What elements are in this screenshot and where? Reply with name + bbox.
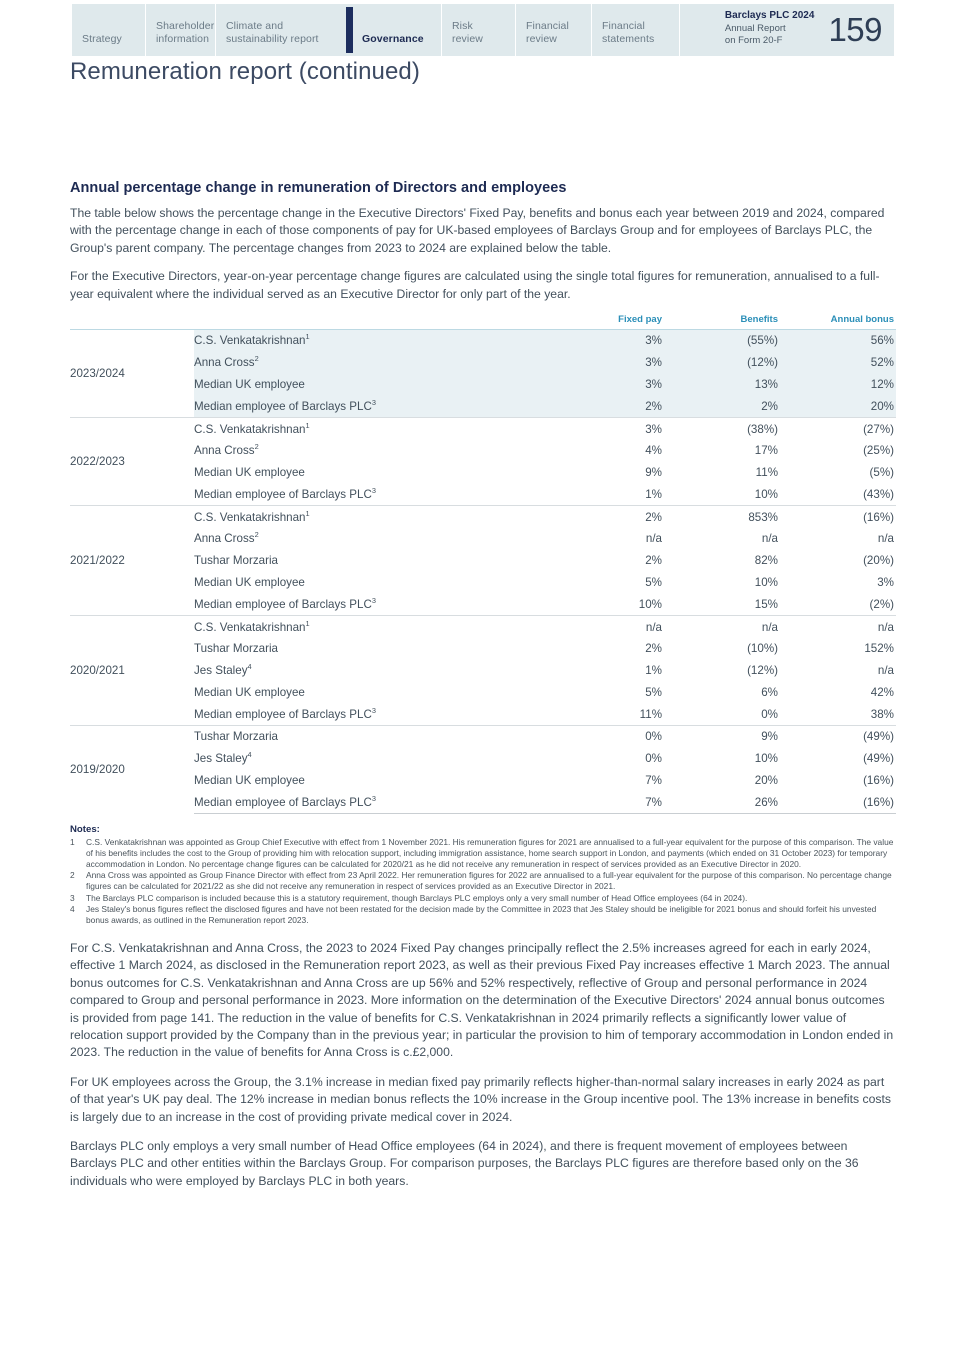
- column-header-annual-bonus: Annual bonus: [780, 314, 896, 330]
- table-row: [70, 638, 896, 660]
- row-label: Median UK employee: [194, 774, 305, 788]
- cell-annual-bonus: (5%): [869, 466, 894, 480]
- row-label: Median UK employee: [194, 685, 305, 699]
- table-row: [70, 593, 896, 615]
- cell-annual-bonus: (49%): [863, 752, 894, 766]
- row-label: Tushar Morzaria: [194, 642, 278, 656]
- row-label: Anna Cross$^2$: [194, 352, 548, 374]
- main-content: [70, 180, 896, 1202]
- nav-tab-financial-review-line1: Financial: [526, 20, 569, 32]
- column-header-fixed-pay: Fixed pay: [548, 314, 664, 330]
- table-row: [70, 440, 896, 462]
- row-label: Median UK employee: [194, 466, 305, 480]
- nav-tab-climate-line1: Climate and: [226, 20, 284, 32]
- notes-title: Notes:: [70, 824, 100, 836]
- cell-fixed-pay: 0%: [548, 726, 664, 748]
- table-row: [70, 682, 896, 704]
- cell-annual-bonus: (20%): [863, 554, 894, 568]
- cell-benefits: 13%: [664, 374, 780, 396]
- footnote-marker: 4: [247, 662, 252, 672]
- column-header-period: [70, 314, 194, 330]
- commentary-block: [70, 940, 896, 1190]
- cell-annual-bonus: (16%): [780, 506, 896, 528]
- table-row: [70, 770, 896, 792]
- table-row: [70, 395, 896, 417]
- cell-fixed-pay: 5%: [645, 685, 662, 699]
- cell-annual-bonus: 20%: [780, 395, 896, 417]
- table-row: [70, 484, 896, 506]
- footnote-marker: 1: [305, 508, 310, 518]
- nav-tab-financial-statements[interactable]: [592, 4, 680, 56]
- cell-benefits: 10%: [754, 487, 778, 501]
- cell-benefits: 17%: [754, 444, 778, 458]
- cell-benefits: 15%: [754, 597, 778, 611]
- cell-annual-bonus: 152%: [864, 642, 894, 656]
- nav-tab-climate-and-sustainability-report[interactable]: [216, 4, 346, 56]
- cell-fixed-pay: 5%: [645, 576, 662, 590]
- row-label: Anna Cross$^2$: [194, 530, 259, 546]
- cell-benefits: (55%): [664, 330, 780, 352]
- cell-benefits: n/a: [664, 616, 780, 638]
- row-label: Tushar Morzaria: [194, 554, 278, 568]
- cell-benefits: 0%: [761, 707, 778, 721]
- page-title: Remuneration report (continued): [70, 58, 420, 85]
- row-label: C.S. Venkatakrishnan$^1$: [194, 330, 548, 352]
- commentary-paragraph-3: Barclays PLC only employs a very small number of Head Office employees (64 in 2024), and there is frequent movement of employees between Barclays PLC and other entities within the Barclays Group. For comparison purposes, the Barclays PLC figures are therefore based only on the 36 individuals who were employed by Barclays PLC in both years.: [70, 1139, 859, 1188]
- cell-benefits: 10%: [754, 752, 778, 766]
- table-header-row: [70, 314, 896, 330]
- cell-fixed-pay: 2%: [548, 506, 664, 528]
- period-label: 2022/2023: [70, 418, 194, 506]
- nav-tab-shareholder-line2: information: [156, 33, 210, 45]
- cell-annual-bonus: (49%): [780, 726, 896, 748]
- footnote-marker: 2: [254, 442, 259, 452]
- page-number: 159: [828, 10, 882, 48]
- intro-paragraph-2: For the Executive Directors, year-on-year percentage change figures are calculated using the single total figures for remuneration, annualised to a full-year equivalent where the individual served as an Executive Director for only part of the year.: [70, 269, 880, 301]
- cell-benefits: 11%: [755, 466, 778, 480]
- table-row: [70, 572, 896, 594]
- table-row: [70, 616, 896, 638]
- nav-tab-governance[interactable]: [346, 4, 442, 56]
- row-label: C.S. Venkatakrishnan$^1$: [194, 418, 548, 440]
- cell-benefits: (38%): [664, 418, 780, 440]
- cell-annual-bonus: 12%: [780, 374, 896, 396]
- row-label: Median employee of Barclays PLC$^3$: [194, 791, 548, 813]
- row-label: Median UK employee: [194, 576, 305, 590]
- cell-fixed-pay: 10%: [638, 597, 662, 611]
- cell-fixed-pay: 11%: [639, 707, 662, 721]
- note-text: C.S. Venkatakrishnan was appointed as Group Chief Executive with effect from 1 November 2021. His remuneration figures for 2021 are annualised to a full-year equivalent for the purpose of this comparison. The value of his benefits includes the cost to the Group of providing him with relocation support, including immigration assistance, home search support in London, and payments (which ended on 31 October 2023) for temporary accommodation in London. No percentage change figures can be calculated for 2020/21 as he did not receive any remuneration in respect of services provided as an Executive Director in 2020.: [86, 837, 894, 870]
- note-item: [70, 893, 896, 904]
- cell-fixed-pay: 3%: [548, 418, 664, 440]
- notes-block: [70, 824, 896, 926]
- cell-benefits: (12%): [747, 664, 778, 678]
- nav-tab-risk-line1: Risk: [452, 20, 473, 32]
- cell-annual-bonus: (2%): [869, 597, 894, 611]
- note-number: 2: [70, 870, 75, 881]
- cell-annual-bonus: 3%: [877, 576, 894, 590]
- table-body: [70, 330, 896, 814]
- table-row: [70, 506, 896, 528]
- row-label: Median employee of Barclays PLC$^3$: [194, 705, 376, 721]
- document-meta-lines: [725, 10, 815, 50]
- footnote-marker: 3: [371, 595, 376, 605]
- table-row: [70, 330, 896, 352]
- row-label: Jes Staley$^4$: [194, 750, 252, 766]
- cell-fixed-pay: 1%: [645, 487, 662, 501]
- footnote-marker: 3: [371, 397, 376, 407]
- row-label: Jes Staley$^4$: [194, 662, 252, 678]
- cell-fixed-pay: 3%: [548, 330, 664, 352]
- note-number: 4: [70, 904, 75, 915]
- nav-tab-climate-line2: sustainability report: [226, 33, 319, 45]
- nav-tab-financial-statements-line2: statements: [602, 33, 655, 45]
- cell-fixed-pay: n/a: [548, 616, 664, 638]
- section-heading: Annual percentage change in remuneration of Directors and employees: [70, 180, 567, 196]
- cell-fixed-pay: 0%: [645, 752, 662, 766]
- cell-annual-bonus: n/a: [877, 664, 894, 678]
- cell-annual-bonus: (27%): [780, 418, 896, 440]
- footnote-marker: 1: [305, 332, 310, 342]
- cell-annual-bonus: 42%: [870, 685, 894, 699]
- row-label: Median employee of Barclays PLC$^3$: [194, 486, 376, 501]
- table-row: [70, 528, 896, 550]
- row-label: Tushar Morzaria: [194, 726, 548, 748]
- cell-annual-bonus: (16%): [780, 791, 896, 813]
- period-label: 2020/2021: [70, 616, 194, 726]
- footnote-marker: 1: [305, 618, 310, 628]
- header-document-meta: [680, 4, 894, 56]
- cell-benefits: 2%: [664, 395, 780, 417]
- document-meta-line3: on Form 20-F: [724, 35, 783, 47]
- row-label: Anna Cross$^2$: [194, 442, 259, 458]
- remuneration-change-table: [70, 314, 896, 814]
- column-header-name: [194, 314, 548, 330]
- commentary-paragraph-1: For C.S. Venkatakrishnan and Anna Cross, the 2023 to 2024 Fixed Pay changes principally reflect the 2.5% increases agreed for each in early 2024, effective 1 March 2024, as disclosed in the Remuneration report 2023, as well as their previous Fixed Pay increases effective 1 March 2023. The annual bonus outcomes for C.S. Venkatakrishnan and Anna Cross are up 56% and 52% respectively, reflective of Group and personal performance in 2024 compared to Group and personal performance in 2023. More information on the determination of the Executive Directors' 2024 annual bonus outcomes is provided from page 141. The reduction in the value of benefits for C.S. Venkatakrishnan in 2024 primarily reflects a significantly lower value of relocation support provided by the Company than in the previous year; in particular the provision to him of temporary accommodation in London ended in 2023. The reduction in the value of benefits for Anna Cross is c.£2,000.: [70, 940, 894, 1060]
- column-header-benefits: Benefits: [664, 314, 780, 330]
- note-item: [70, 904, 896, 926]
- note-number: 3: [70, 892, 75, 903]
- nav-tab-strategy-label: Strategy: [82, 33, 122, 45]
- nav-tab-financial-review-line2: review: [526, 33, 557, 45]
- period-label: 2019/2020: [70, 726, 194, 814]
- cell-benefits: 10%: [754, 576, 778, 590]
- cell-benefits: (10%): [747, 642, 778, 656]
- nav-tab-risk-line2: review: [452, 33, 483, 45]
- note-text: The Barclays PLC comparison is included because this is a statutory requirement, though Barclays PLC employs only a very small number of Head Office employees (64 in 2024).: [86, 892, 748, 903]
- table-row: [70, 418, 896, 440]
- intro-paragraph-1: The table below shows the percentage change in the Executive Directors' Fixed Pay, benefits and bonus each year between 2019 and 2024, compared with the percentage change in each of those components of pay for UK-based employees of Barclays Group and for employees of Barclays PLC, the Group's parent company. The percentage changes from 2023 to 2024 are explained below the table.: [70, 206, 885, 255]
- nav-tab-governance-label: Governance: [362, 33, 424, 45]
- cell-annual-bonus: (43%): [863, 487, 894, 501]
- footnote-marker: 3: [371, 705, 376, 715]
- nav-tab-risk-review[interactable]: [442, 4, 516, 56]
- cell-benefits: 9%: [664, 726, 780, 748]
- note-text: Jes Staley's bonus figures reflect the disclosed figures and have not been restated for the decision made by the Committee in 2023 that Jes Staley should be ineligible for 2021 bonus and should forfeit his unvested bonus awards, as outlined in the Remuneration report 2023.: [86, 904, 877, 926]
- note-text: Anna Cross was appointed as Group Finance Director with effect from 23 April 2022. Her remuneration figures for 2022 are annualised to a full-year equivalent for the purpose of this comparison. No percentage change figures can be calculated for 2021/22 as she did not receive any remuneration in respect of services provided as an Executive Director in 2021.: [86, 870, 892, 892]
- cell-benefits: 6%: [761, 685, 778, 699]
- nav-tab-financial-statements-line1: Financial: [602, 20, 645, 32]
- row-label: Median employee of Barclays PLC$^3$: [194, 395, 548, 417]
- document-meta-line2: Annual Report: [724, 22, 786, 34]
- cell-annual-bonus: 52%: [780, 352, 896, 374]
- cell-annual-bonus: (25%): [863, 444, 894, 458]
- table-row: [70, 374, 896, 396]
- period-label: 2023/2024: [70, 367, 125, 381]
- footnote-marker: 1: [305, 420, 310, 430]
- cell-fixed-pay: 9%: [645, 466, 662, 480]
- row-label: Median UK employee: [194, 374, 548, 396]
- page-header-nav: [72, 4, 894, 56]
- cell-annual-bonus: n/a: [877, 532, 894, 546]
- row-label: C.S. Venkatakrishnan$^1$: [194, 616, 548, 638]
- table-header: [70, 314, 896, 330]
- table-row: [70, 726, 896, 748]
- nav-tab-shareholder-line1: Shareholder: [156, 20, 215, 32]
- table-row: [70, 703, 896, 725]
- cell-annual-bonus: 56%: [780, 330, 896, 352]
- table-row: [70, 550, 896, 572]
- note-item: [70, 837, 896, 870]
- cell-annual-bonus: (16%): [863, 774, 894, 788]
- cell-benefits: 853%: [664, 506, 780, 528]
- nav-tab-strategy[interactable]: [72, 4, 146, 56]
- notes-list: [70, 837, 896, 926]
- cell-benefits: 26%: [664, 791, 780, 813]
- note-item: [70, 870, 896, 892]
- table-row: [70, 462, 896, 484]
- footnote-marker: 2: [254, 530, 259, 540]
- row-label: Median employee of Barclays PLC$^3$: [194, 595, 376, 611]
- cell-fixed-pay: 2%: [548, 395, 664, 417]
- row-label: C.S. Venkatakrishnan$^1$: [194, 506, 548, 528]
- cell-fixed-pay: 1%: [645, 664, 662, 678]
- footnote-marker: 2: [254, 354, 259, 364]
- cell-fixed-pay: 3%: [548, 374, 664, 396]
- nav-tab-shareholder-information[interactable]: [146, 4, 216, 56]
- cell-annual-bonus: n/a: [780, 616, 896, 638]
- period-label: 2021/2022: [70, 506, 194, 616]
- cell-fixed-pay: 2%: [645, 642, 662, 656]
- cell-fixed-pay: 4%: [645, 444, 662, 458]
- cell-benefits: 20%: [754, 774, 778, 788]
- nav-tab-financial-review[interactable]: [516, 4, 592, 56]
- commentary-paragraph-2: For UK employees across the Group, the 3.1% increase in median fixed pay primarily reflects higher-than-normal salary increases in early 2024 as part of that year's UK pay deal. The 12% increase in median bonus reflects the 10% increase in the Group incentive pool. The 13% increase in benefits costs is largely due to an increase in the cost of providing private medical cover in 2024.: [70, 1074, 891, 1124]
- note-number: 1: [70, 837, 75, 848]
- footnote-marker: 4: [247, 750, 252, 760]
- table-row: [70, 748, 896, 770]
- cell-fixed-pay: 7%: [645, 774, 662, 788]
- footnote-marker: 3: [371, 486, 376, 496]
- cell-fixed-pay: n/a: [645, 532, 662, 546]
- table-row: [70, 791, 896, 813]
- document-meta-line1: Barclays PLC 2024: [724, 10, 815, 22]
- cell-fixed-pay: 3%: [548, 352, 664, 374]
- cell-benefits: (12%): [664, 352, 780, 374]
- cell-fixed-pay: 7%: [548, 791, 664, 813]
- cell-benefits: 82%: [754, 554, 778, 568]
- table-row: [70, 660, 896, 682]
- cell-annual-bonus: 38%: [870, 707, 894, 721]
- table-row: [70, 352, 896, 374]
- footnote-marker: 3: [371, 793, 376, 803]
- cell-benefits: n/a: [761, 532, 778, 546]
- cell-fixed-pay: 2%: [645, 554, 662, 568]
